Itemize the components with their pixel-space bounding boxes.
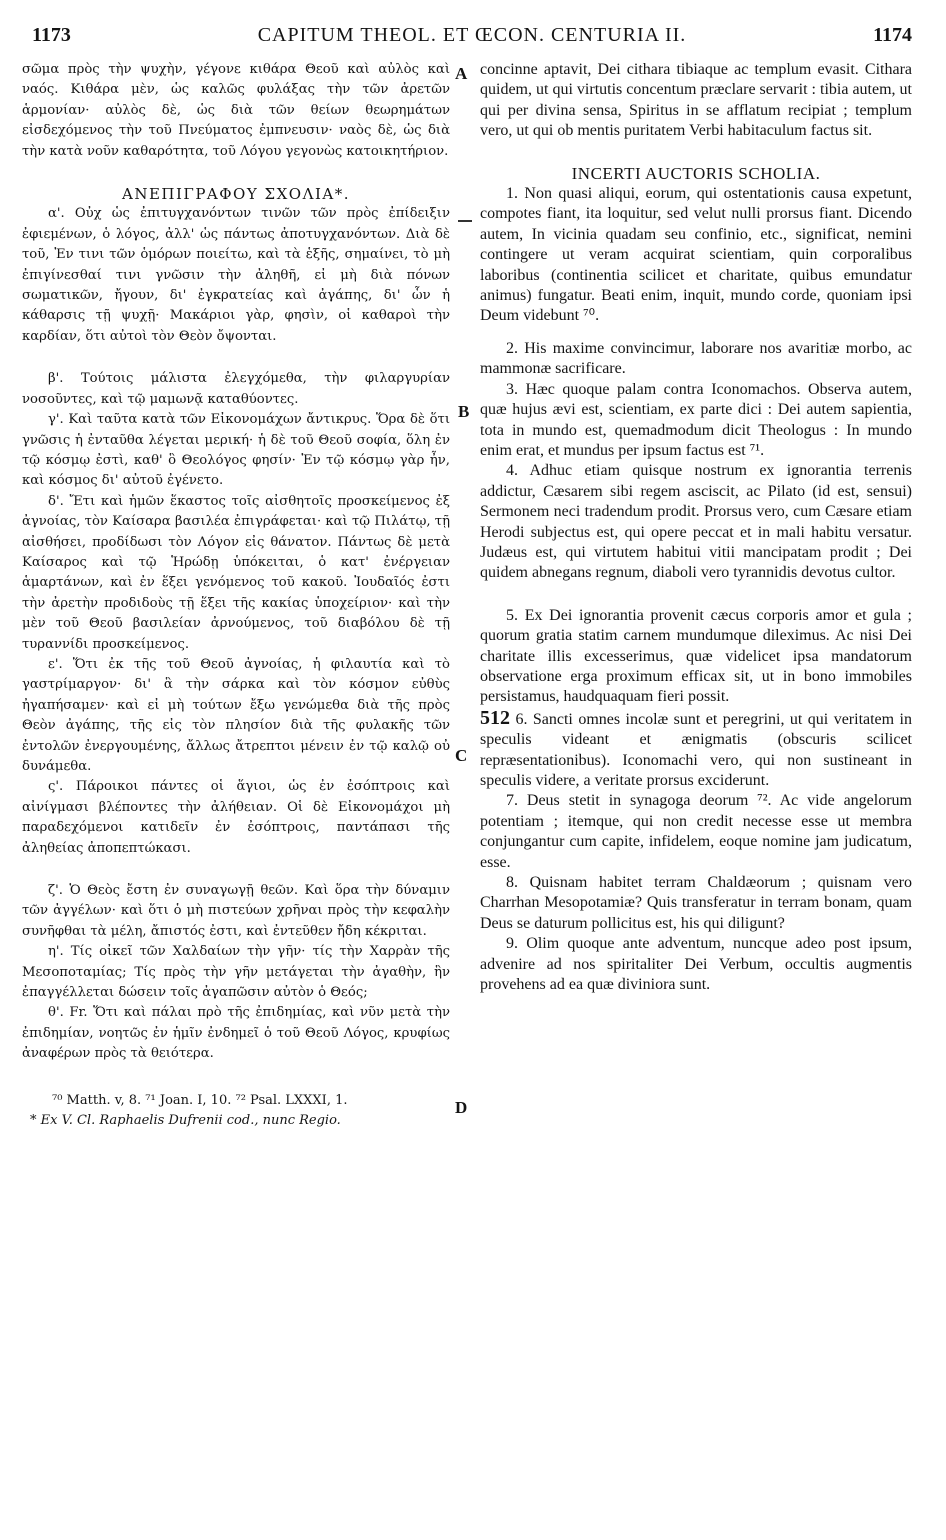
latin-scholion-2: 2. His maxime convincimur, laborare nos avaritiæ morbo, ac mammonæ sacrificare. [480,339,912,378]
latin-intro: concinne aptavit, Dei cithara tibiaque ac templum evasit. Cithara quidem, ut qui virtutis concentum præclare servarit : tibia autem, ut qui per divina sensa, Spiritus in se afflatum recipiat ; templum vero, ut qui ob mentis puritatem Verbi habitaculum factus sit. [480,61,912,140]
page-number-right: 1174 [873,24,912,46]
greek-scholion-1: α'. Οὐχ ὡς ἐπιτυγχανόντων τινῶν τῶν πρὸς ἐπίδειξιν ἐφιεμένων, ὁ λόγος, ἀλλ' ὡς πάντως ἀποτυγχανόντων. Διὰ δὲ τοῦ, Ἐν τινι τῶν ὁμόρων ποιείτω, καὶ τὰ ἑξῆς, σημαίνει, τὸ μὴ ἐπιγίνεσθαί τινι γνῶσιν τὴν ἀληθῆ, εἰ μὴ διὰ πόνων σωματικῶν, ἤγουν, δι' ἐγκρατείας καὶ ἀγάπης, δι' ὧν ἡ κάθαρσις τῇ ψυχῇ· Μακάριοι γὰρ, φησὶν, οἱ καθαροὶ τὴν καρδίαν, ὅτι αὐτοὶ τὸν Θεὸν ὄψονται. [22,206,450,344]
greek-scholion-9: θ'. Fr. Ὅτι καὶ πάλαι πρὸ τῆς ἐπιδημίας, καὶ νῦν μετὰ τὴν ἐπιδημίαν, νοητῶς ἐν ἡμῖν ἐνδημεῖ ὁ τοῦ Θεοῦ Λόγος, κρυφίως ἀναφέρων πρὸς τὰ θειότερα. [22,1005,450,1062]
latin-column [480,60,912,1526]
latin-scholion-1: 1. Non quasi aliqui, eorum, qui ostentationis causa expetunt, compotes fiant, ita loquitur, sed velut nulli prorsus fiant. Dicendo autem, In vicinia quadam seu confinio, etc., significat, nemini contingere ut veram acquirat scientiam, quin corporalibus laboribus (continentia scilicet et charitate, quibus emundatur animus) fungatur. Beati enim, inquit, mundo corde, quoniam ipsi Deum videbunt ⁷⁰. [480,185,912,325]
margin-letter-a: A [455,64,468,83]
page-number-left: 1173 [32,24,71,46]
margin-letter-c: C [455,746,468,765]
footnote-references: ⁷⁰ Matth. v, 8. ⁷¹ Joan. I, 10. ⁷² Psal. LXXXI, 1. [52,1092,348,1108]
latin-scholion-7: 7. Deus stetit in synagoga deorum ⁷². Ac vide angelorum potentiam ; itemque, qui non credit necesse esse ut membra conjungantur cum capite, infidelem, eoque nomine jam judicatum, esse. [480,792,912,871]
latin-scholion-4: 4. Adhuc etiam quisque nostrum ex ignorantia terrenis addictur, Cæsarem sibi regem asciscit, ac Pilato (id est, sensui) Sermonem neci tradendum prodit. Prorsus vero, cum Cæsare etiam Herodi subjectus est, qui opere peccat et in mali habitu versatur. Judæus est, qui virtutem habitui vitii mancipatam prodit ; Dei quidem abnegans regnum, diaboli vero tyrannidis devotus cultor. [480,462,912,582]
greek-scholion-8: η'. Τίς οἰκεῖ τῶν Χαλδαίων τὴν γῆν· τίς τὴν Χαρρὰν τῆς Μεσοποταμίας; Τίς πρὸς τὴν γῆν μετάγεται τὴν ἀγαθὴν, ἣν ἐπαγγέλλεται δώσειν τοῖς ἀγαπῶσιν αὐτὸν ὁ Θεός; [22,944,450,1001]
section-divider [458,220,472,222]
greek-scholion-6: ς'. Πάροικοι πάντες οἱ ἅγιοι, ὡς ἐν ἐσόπτροις καὶ αἰνίγμασι βλέποντες τὴν ἀλήθειαν. Οἱ δὲ Εἰκονομάχοι μὴ παραδεχόμενοι κατιδεῖν ἐν ἐσόπτροις, παντάπασι τῆς ἀληθείας ἀποπεπτώκασι. [22,779,450,856]
greek-scholion-4: δ'. Ἔτι καὶ ἡμῶν ἕκαστος τοῖς αἰσθητοῖς προσκείμενος ἐξ ἀγνοίας, τὸν Καίσαρα βασιλέα ἐπιγράφεται· καὶ τῷ Πιλάτῳ, τῇ αἰσθήσει, προδίδωσι τὸν Λόγον εἰς θάνατον. Πάντως δὲ μετὰ Καίσαρος καὶ τῷ Ἡρώδῃ ὑπόκειται, ὁ κατ' ἐνέργειαν ἁμαρτάνων, καὶ ἐν ἕξει γενόμενος τοῦ κακοῦ. Ἰουδαῖός ἐστι τὴν ἀρετὴν προδιδοὺς τῇ ἕξει τῆς κακίας ὑποχείριον· καὶ τὴν μὲν τοῦ Θεοῦ βασιλείαν ἀρνούμενος, τοῦ διαβόλου δὲ τῇ τυραννίδι προσκείμενος. [22,493,450,652]
column-number: 512 [480,706,510,729]
margin-letter-b: B [458,402,470,421]
greek-scholion-7: ζ'. Ὁ Θεὸς ἔστη ἐν συναγωγῇ θεῶν. Καὶ ὅρα τὴν δύναμιν τῶν ἀγγέλων· καὶ ὅτι ὁ μὴ πιστεύων χρῆναι πρὸς τὴν κεφαλὴν συνῆφθαι τὰ μέλη, ἄπιστός ἐστι, καὶ ἐντεῦθεν ἤδη κέκριται. [22,883,450,939]
latin-scholion-8: 8. Quisnam habitet terram Chaldæorum ; quisnam vero Charrhan Mesopotamiæ? Quis transferatur in terram bonam, quam Deus se daturum pollicitus est, his qui diligunt? [480,874,912,932]
page-header [32,10,912,46]
running-title: CAPITUM THEOL. ET ŒCON. CENTURIA II. [257,24,687,46]
latin-scholion-6-text: 6. Sancti omnes incolæ sunt et peregrini, ut qui veritatem in speculis videant et ænigmatis (obscuris scilicet repræsentationibus). Iconomachi vero, qui non sustineant in speculis videre, a veritate prorsus exciderunt. [480,710,912,789]
latin-scholion-3: 3. Hæc quoque palam contra Iconomachos. Observa autem, quæ hujus ævi est, scientiam, ex parte dici : Dei autem sapientia, tota in mundo est, quemadmodum dicit Theologus : In mundo enim erat, et mundus per ipsum factus est ⁷¹. [480,380,912,459]
latin-scholion-9: 9. Olim quoque ante adventum, nuncque adeo post ipsum, advenire ad nos spiritaliter Dei Verbum, occultis augmentis provehens ad ea quæ diviniora sunt. [480,935,912,994]
greek-scholion-5: ε'. Ὅτι ἐκ τῆς τοῦ Θεοῦ ἀγνοίας, ἡ φιλαυτία καὶ τὸ γαστρίμαργον· δι' ἃ τὴν σάρκα καὶ τὸν κόσμον εὐθὺς ἠγαπήσαμεν· καὶ εἰ μὴ τούτων ἔξω γενώμεθα διὰ τῆς πρὸς Θεὸν ἀγάπης, τῆς εἰς τὸν πλησίον διὰ τῆς φυλακῆς τῶν ἐντολῶν ἐνεργουμένης, ἄλλως ἄτρεπτοι μένειν ἐν τῷ καλῷ οὐ δυνάμεθα. [22,656,450,774]
latin-scholion-5: 5. Ex Dei ignorantia provenit cæcus corporis amor et gula ; quorum gratia statim carnem mundumque dileximus. Ac nisi Dei charitate illis excesserimus, quæ videlicet ipsa mandatorum observatione erga proximum efficax sit, ut in bono immobiles persistamus, haudquaquam fieri possit. [480,606,912,706]
greek-scholion-2: β'. Τούτοις μάλιστα ἐλεγχόμεθα, τὴν φιλαργυρίαν νοσοῦντες, καὶ τῷ μαμωνᾷ καταθύοντες. [22,371,450,407]
greek-scholion-3: γ'. Καὶ ταῦτα κατὰ τῶν Εἰκονομάχων ἄντικρυς. Ὅρα δὲ ὅτι γνῶσις ἡ ἐνταῦθα λέγεται μερική· ἡ δὲ τοῦ Θεοῦ σοφία, ὅλη ἐν τῷ κόσμῳ ἐστὶ, καθ' ὃ Θεολόγος φησίν· Ἐν τῷ κόσμῳ γὰρ ἦν, καὶ κόσμος δι' αὐτοῦ ἐγένετο. [22,412,450,489]
greek-intro: σῶμα πρὸς τὴν ψυχὴν, γέγονε κιθάρα Θεοῦ καὶ αὐλὸς καὶ ναός. Κιθάρα μὲν, ὡς καλῶς φυλάξας τὴν τῶν ἀρετῶν ἁρμονίαν· αὐλὸς δὲ, ὡς διὰ τῶν θείων θεωρημάτων εἰσδεχόμενος τὴν τοῦ Πνεύματος ἐμπνευσιν· ναὸς δὲ, ὡς διὰ τὴν κατὰ νοῦν καθαρότητα, τοῦ Λόγου γεγονὼς κατοικητήριον. [22,62,450,159]
greek-section-heading: ΑΝΕΠΙΓΡΑΦΟΥ ΣΧΟΛΙΑ*. [122,185,350,204]
footnote-source: * Ex V. Cl. Raphaelis Dufrenii cod., nunc Regio. [30,1112,341,1128]
latin-section-heading: INCERTI AUCTORIS SCHOLIA. [571,163,821,183]
margin-letter-d: D [455,1098,468,1117]
greek-column [22,60,450,1526]
latin-scholion-6 [480,708,912,792]
